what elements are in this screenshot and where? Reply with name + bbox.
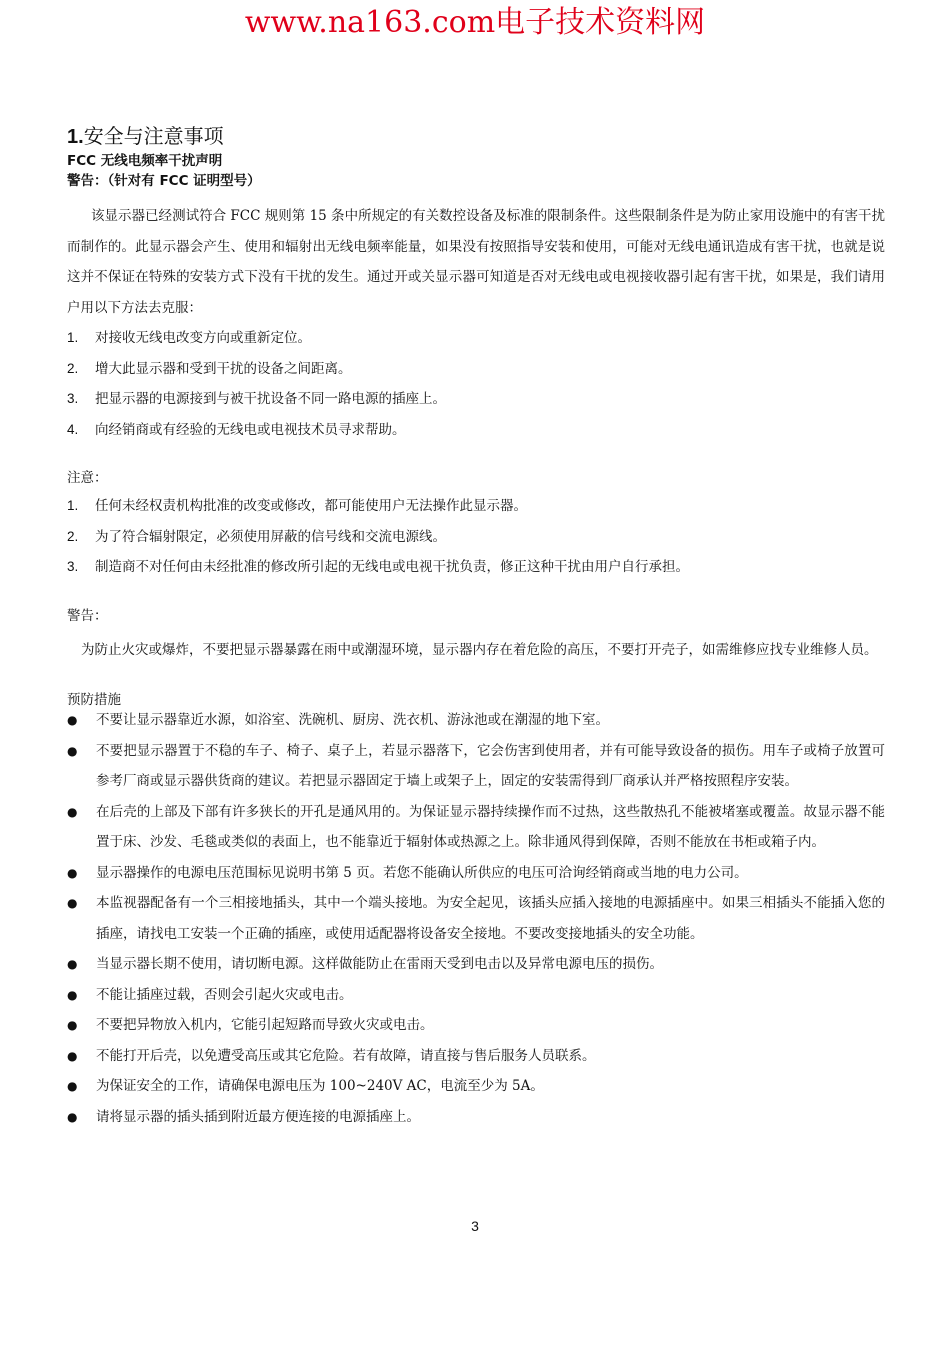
list-item bbox=[67, 1102, 885, 1133]
bullet-icon: ● bbox=[67, 1048, 78, 1063]
bullet-icon: ● bbox=[67, 1018, 78, 1032]
precautions-heading: 预防措施 bbox=[67, 692, 121, 708]
list-item bbox=[67, 491, 885, 522]
item-text: 不要让显示器靠近水源，如浴室、洗碗机、厨房、洗衣机、游泳池或在潮湿的地下室。 bbox=[96, 712, 609, 728]
section-number: 1. bbox=[67, 126, 84, 148]
list-item bbox=[67, 384, 885, 415]
bullet-icon: ● bbox=[67, 713, 78, 727]
watermark-banner: www.na163.com电子技术资料网 bbox=[244, 5, 706, 40]
list-item bbox=[67, 949, 885, 980]
notice-heading: 注意： bbox=[67, 470, 108, 486]
list-item bbox=[67, 1010, 885, 1041]
list-item bbox=[67, 323, 885, 354]
item-number: 1. bbox=[67, 498, 79, 513]
item-text: 显示器操作的电源电压范围标见说明书第 5 页。若您不能确认所供应的电压可洽询经销商或当地的电力公司。 bbox=[96, 864, 748, 881]
item-number: 2. bbox=[67, 528, 79, 544]
list-item bbox=[67, 888, 885, 949]
fcc-heading: FCC 无线电频率干扰声明 bbox=[67, 153, 223, 169]
item-text: 增大此显示器和受到干扰的设备之间距离。 bbox=[95, 360, 352, 377]
list-item bbox=[67, 736, 885, 797]
bullet-icon: ● bbox=[67, 804, 78, 819]
item-number: 3. bbox=[67, 559, 79, 574]
list-item bbox=[67, 1071, 885, 1102]
item-text: 任何未经权责机构批准的改变或修改，都可能使用户无法操作此显示器。 bbox=[95, 498, 527, 514]
list-item bbox=[67, 705, 885, 736]
item-text: 把显示器的电源接到与被干扰设备不同一路电源的插座上。 bbox=[95, 391, 446, 407]
list-item bbox=[67, 1041, 885, 1072]
section-title-text: 安全与注意事项 bbox=[83, 124, 224, 148]
item-text: 当显示器长期不使用，请切断电源。这样做能防止在雷雨天受到电击以及异常电源电压的损伤。 bbox=[96, 956, 663, 972]
bullet-icon: ● bbox=[67, 896, 78, 910]
bullet-icon: ● bbox=[67, 865, 78, 880]
list-item bbox=[67, 522, 885, 553]
item-text: 不要把异物放入机内，它能引起短路而导致火灾或电击。 bbox=[96, 1017, 434, 1033]
item-text: 不能让插座过载，否则会引起火灾或电击。 bbox=[96, 986, 353, 1003]
bullet-icon: ● bbox=[67, 957, 78, 971]
list-item bbox=[67, 980, 885, 1011]
document-body bbox=[67, 122, 885, 1132]
section-title bbox=[67, 122, 885, 151]
item-text: 在后壳的上部及下部有许多狭长的开孔是通风用的。为保证显示器持续操作而不过热，这些散热孔不能被堵塞或覆盖。故显示器不能置于床、沙发、毛毯或类似的表面上，也不能靠近于辐射体或热源之上。除非通风得到保障，否则不能放在书柜或箱子内。 bbox=[96, 803, 885, 850]
list-item bbox=[67, 552, 885, 583]
precautions-list bbox=[67, 705, 885, 1132]
fcc-warning: 警告：（针对有 FCC 证明型号） bbox=[67, 173, 261, 189]
item-text: 对接收无线电改变方向或重新定位。 bbox=[95, 330, 311, 346]
list-item bbox=[67, 354, 885, 385]
bullet-icon: ● bbox=[67, 743, 78, 758]
warning-heading: 警告： bbox=[67, 607, 108, 624]
item-text: 不要把显示器置于不稳的车子、椅子、桌子上，若显示器落下，它会伤害到使用者，并有可能导致设备的损伤。用车子或椅子放置可参考厂商或显示器供货商的建议。若把显示器固定于墙上或架子上，固定的安装需得到厂商承认并严格按照程序安装。 bbox=[96, 742, 885, 789]
bullet-icon: ● bbox=[67, 1109, 78, 1124]
item-text: 本监视器配备有一个三相接地插头，其中一个端头接地。为安全起见，该插头应插入接地的电源插座中。如果三相插头不能插入您的插座，请找电工安装一个正确的插座，或使用适配器将设备安全接地。不要改变接地插头的安全功能。 bbox=[96, 895, 885, 942]
list-item bbox=[67, 797, 885, 858]
item-number: 3. bbox=[67, 391, 79, 406]
item-number: 4. bbox=[67, 421, 79, 437]
bullet-icon: ● bbox=[67, 987, 78, 1002]
list-item bbox=[67, 858, 885, 889]
item-text: 请将显示器的插头插到附近最方便连接的电源插座上。 bbox=[96, 1108, 420, 1125]
item-number: 1. bbox=[67, 330, 79, 345]
list-item bbox=[67, 415, 885, 446]
warning-paragraph: 为防止火灾或爆炸，不要把显示器暴露在雨中或潮湿环境，显示器内存在着危险的高压，不要打开壳子，如需维修应找专业维修人员。 bbox=[81, 641, 878, 658]
notice-list bbox=[67, 491, 885, 583]
item-text: 为保证安全的工作，请确保电源电压为 100~240V AC，电流至少为 5A。 bbox=[96, 1078, 544, 1094]
bullet-icon: ● bbox=[67, 1079, 78, 1093]
item-text: 向经销商或有经验的无线电或电视技术员寻求帮助。 bbox=[95, 421, 406, 438]
item-text: 制造商不对任何由未经批准的修改所引起的无线电或电视干扰负责，修正这种干扰由用户自行承担。 bbox=[95, 559, 689, 575]
item-text: 不能打开后壳，以免遭受高压或其它危险。若有故障，请直接与售后服务人员联系。 bbox=[96, 1047, 596, 1064]
item-text: 为了符合辐射限定，必须使用屏蔽的信号线和交流电源线。 bbox=[95, 528, 446, 545]
fcc-steps-list bbox=[67, 323, 885, 445]
item-number: 2. bbox=[67, 360, 79, 376]
page-number: 3 bbox=[471, 1218, 479, 1234]
fcc-paragraph: 该显示器已经测试符合 FCC 规则第 15 条中所规定的有关数控设备及标准的限制条件。这些限制条件是为防止家用设施中的有害干扰而制作的。此显示器会产生、使用和辐射出无线电频率能量，如果没有按照指导安装和使用，可能对无线电通讯造成有害干扰，也就是说这并不保证在特殊的安装方式下没有干扰的发生。通过开或关显示器可知道是否对无线电或电视接收器引起有害干扰，如果是，我们请用户用以下方法去克服： bbox=[67, 208, 885, 316]
